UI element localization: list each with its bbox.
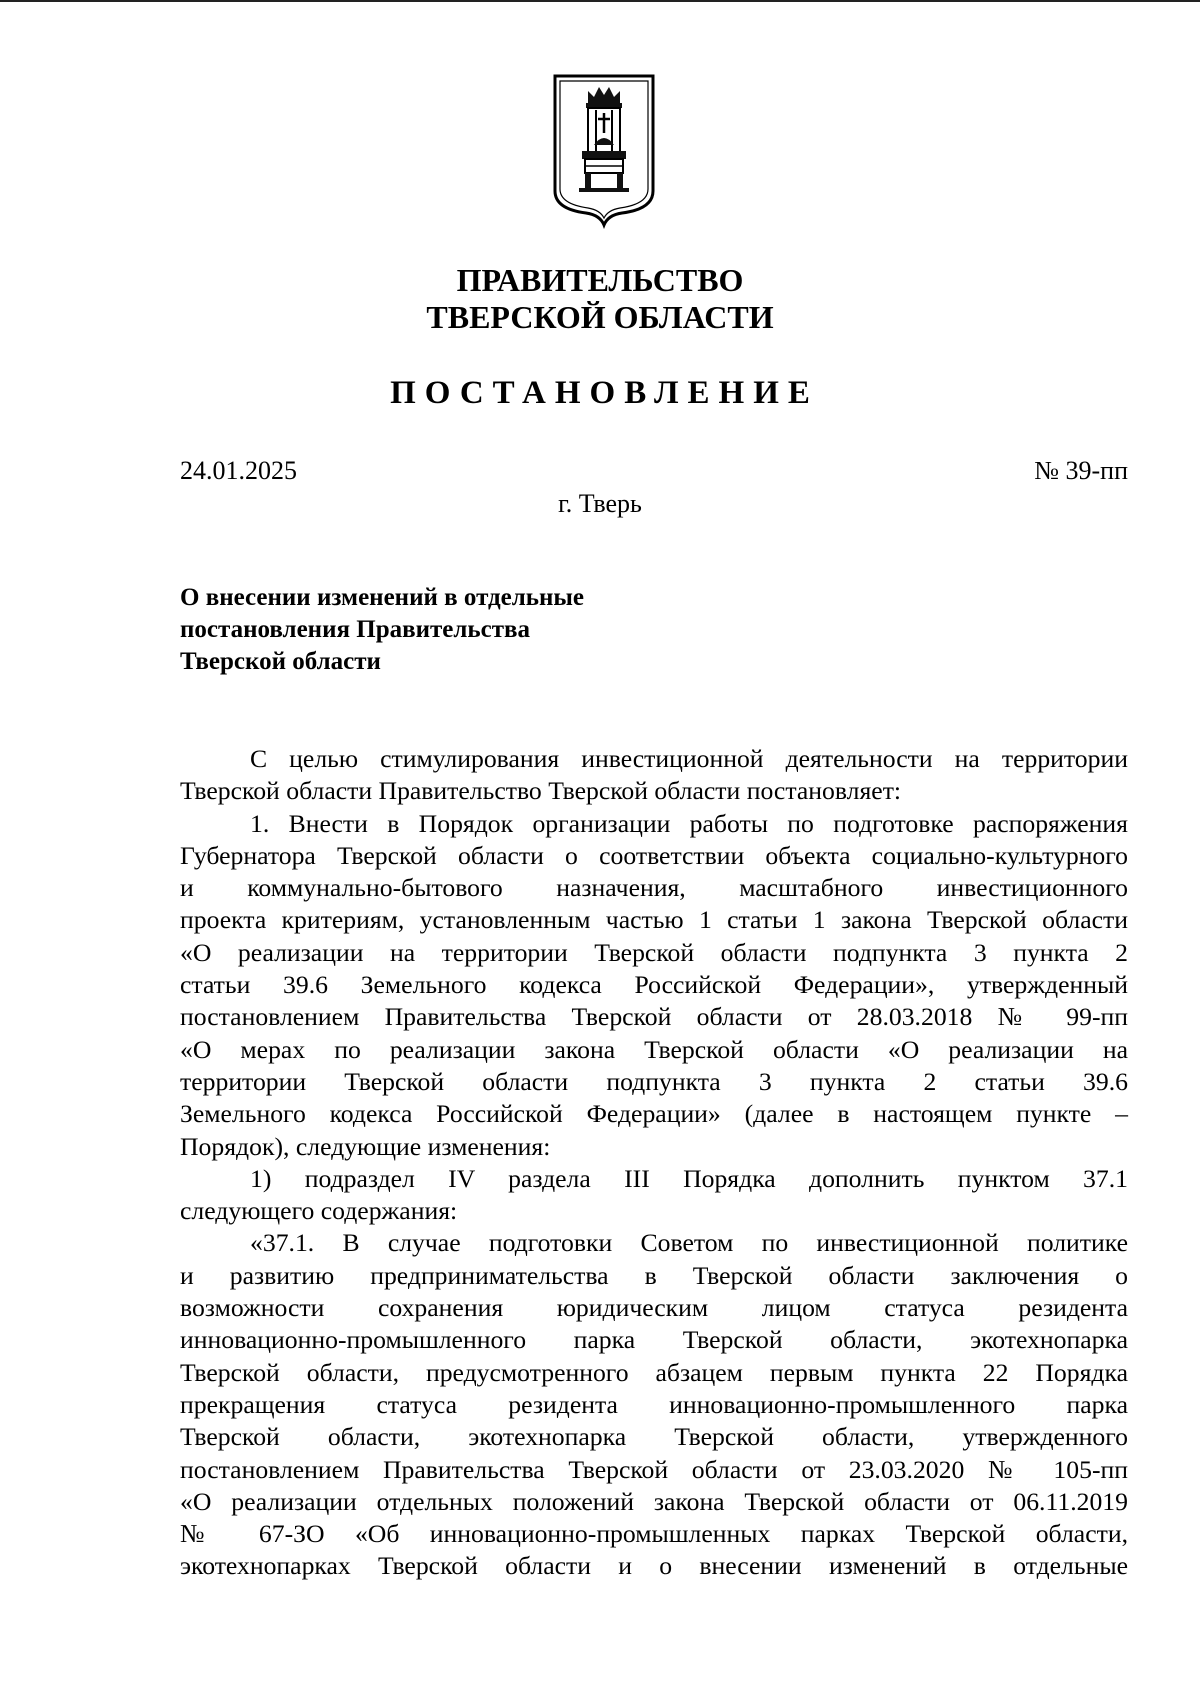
coat-of-arms-emblem [552, 73, 656, 229]
body-line: постановлением Правительства Тверской области от 23.03.2020 № 105-пп [180, 1454, 1128, 1484]
document-type-heading: ПОСТАНОВЛЕНИЕ [390, 375, 819, 411]
body-line: статьи 39.6 Земельного кодекса Российской Федерации», утвержденный [180, 970, 1128, 1000]
body-line: «О мерах по реализации закона Тверской области «О реализации на [180, 1034, 1128, 1064]
document-body [180, 743, 1128, 1583]
organization-name-line2: ТВЕРСКОЙ ОБЛАСТИ [426, 299, 774, 335]
body-line: «37.1. В случае подготовки Советом по инвестиционной политике [250, 1228, 1128, 1258]
organization-name-line1: ПРАВИТЕЛЬСТВО [456, 262, 744, 298]
body-line: С целью стимулирования инвестиционной деятельности на территории [250, 744, 1128, 773]
body-line: и развитию предпринимательства в Тверской области заключения о [180, 1260, 1128, 1290]
body-line: проекта критериям, установленным частью 1 статьи 1 закона Тверской области [180, 905, 1128, 935]
body-line: Земельного кодекса Российской Федерации» (далее в настоящем пункте – [180, 1099, 1128, 1129]
title-line: постановления Правительства [180, 616, 530, 643]
document-number: № 39-пп [1034, 456, 1128, 485]
body-line: инновационно-промышленного парка Тверской области, экотехнопарка [180, 1325, 1128, 1355]
body-line: экотехнопарках Тверской области и о внесении изменений в отдельные [180, 1551, 1128, 1581]
body-line: территории Тверской области подпункта 3 пункта 2 статьи 39.6 [180, 1066, 1128, 1096]
document-date: 24.01.2025 [180, 456, 297, 485]
body-line: и коммунально-бытового назначения, масштабного инвестиционного [180, 873, 1128, 903]
body-line: Тверской области, предусмотренного абзацем первым пункта 22 Порядка [180, 1357, 1128, 1387]
body-line: «О реализации на территории Тверской области подпункта 3 пункта 2 [180, 937, 1128, 967]
body-line: постановлением Правительства Тверской области от 28.03.2018 № 99-пп [180, 1002, 1128, 1032]
top-border-line [0, 0, 1200, 2]
title-line: О внесении изменений в отдельные [180, 584, 585, 611]
body-line: 1. Внести в Порядок организации работы по подготовке распоряжения [250, 808, 1128, 838]
body-line: Тверской области, экотехнопарка Тверской области, утвержденного [180, 1422, 1128, 1452]
document-city: г. Тверь [558, 489, 642, 518]
body-line: «О реализации отдельных положений закона Тверской области от 06.11.2019 [180, 1486, 1128, 1516]
document-title [180, 582, 584, 678]
title-line: Тверской области [180, 648, 381, 675]
body-line: № 67-ЗО «Об инновационно-промышленных парках Тверской области, [180, 1519, 1128, 1549]
body-line: Тверской области Правительство Тверской области постановляет: [180, 776, 902, 806]
body-line: Порядок), следующие изменения: [180, 1131, 551, 1161]
body-line: прекращения статуса резидента инновационно-промышленного парка [180, 1389, 1128, 1419]
body-line: 1) подраздел IV раздела III Порядка дополнить пунктом 37.1 [250, 1163, 1128, 1193]
body-line: Губернатора Тверской области о соответствии объекта социально-культурного [180, 840, 1128, 870]
body-line: возможности сохранения юридическим лицом статуса резидента [180, 1293, 1128, 1323]
body-line: следующего содержания: [180, 1196, 458, 1226]
